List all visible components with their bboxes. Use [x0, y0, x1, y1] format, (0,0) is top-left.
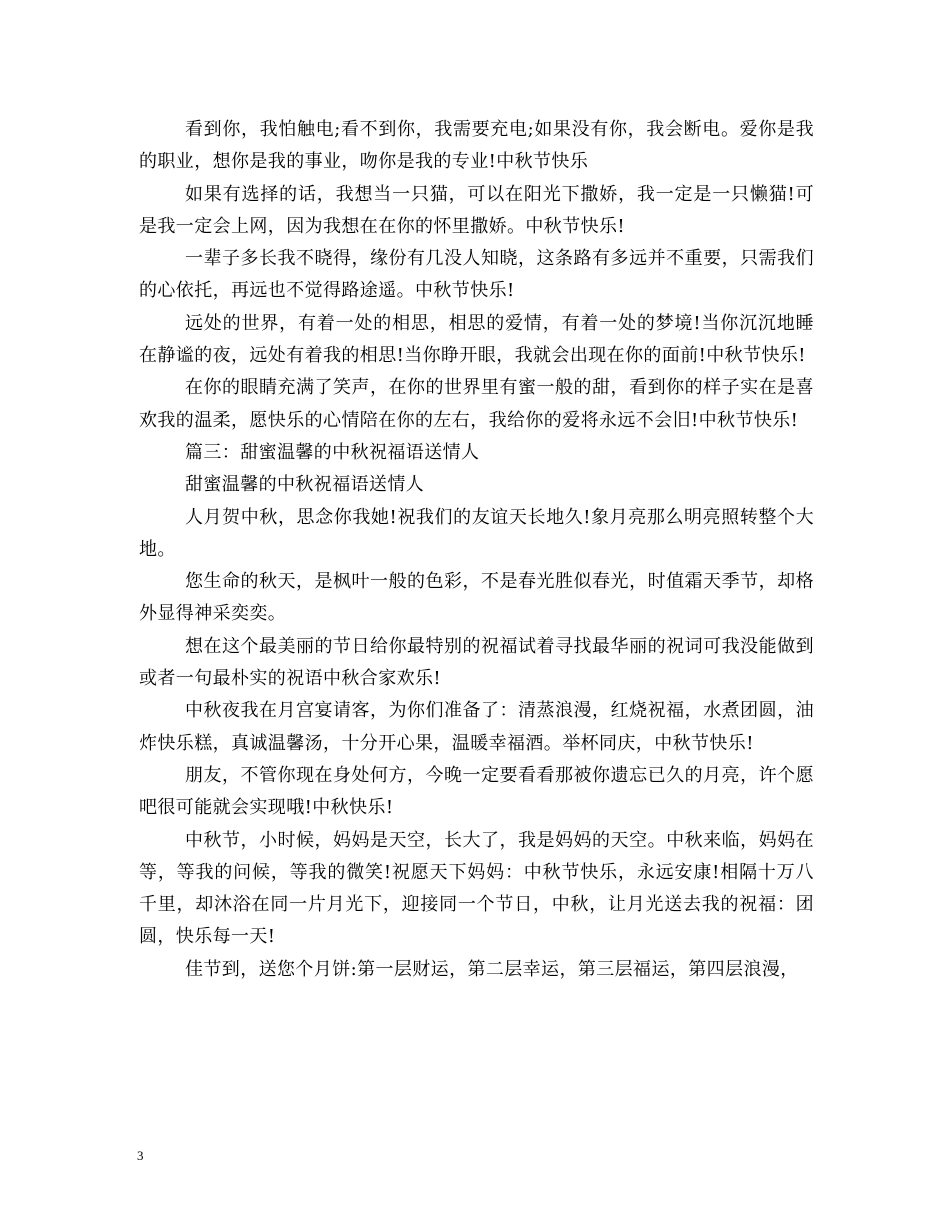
paragraph: 您生命的秋天，是枫叶一般的色彩，不是春光胜似春光，时值霜天季节，却格外显得神采奕奕。: [139, 571, 814, 625]
paragraph: 佳节到，送您个月饼:第一层财运，第二层幸运，第三层福运，第四层浪漫，: [185, 958, 799, 980]
section-heading: 篇三：甜蜜温馨的中秋祝福语送情人: [185, 441, 480, 463]
document-body: [139, 114, 814, 986]
paragraph: 在你的眼睛充满了笑声，在你的世界里有蜜一般的甜，看到你的样子实在是喜欢我的温柔，愿快乐的心情陪在你的左右，我给你的爱将永远不会旧!中秋节快乐!: [139, 377, 814, 431]
paragraph: 想在这个最美丽的节日给你最特别的祝福试着寻找最华丽的祝词可我没能做到或者一句最朴实的祝语中秋合家欢乐!: [139, 635, 814, 690]
paragraph: 看到你，我怕触电;看不到你，我需要充电;如果没有你，我会断电。爱你是我的职业，想你是我的事业，吻你是我的专业!中秋节快乐: [139, 119, 814, 173]
paragraph: 中秋夜我在月宫宴请客，为你们准备了：清蒸浪漫，红烧祝福，水煮团圆，油炸快乐糕，真诚温馨汤，十分开心果，温暖幸福酒。举杯同庆，中秋节快乐!: [139, 700, 814, 754]
paragraph: 一辈子多长我不晓得，缘份有几没人知晓，这条路有多远并不重要，只需我们的心依托，再远也不觉得路途遥。中秋节快乐!: [139, 248, 814, 302]
paragraph: 朋友，不管你现在身处何方，今晚一定要看看那被你遗忘已久的月亮，许个愿吧很可能就会实现哦!中秋快乐!: [139, 764, 814, 819]
paragraph: 远处的世界，有着一处的相思，相思的爱情，有着一处的梦境!当你沉沉地睡在静谧的夜，远处有着我的相思!当你睁开眼，我就会出现在你的面前!中秋节快乐!: [139, 312, 814, 367]
page-number: 3: [137, 1148, 144, 1163]
paragraph: 人月贺中秋，思念你我她!祝我们的友谊天长地久!象月亮那么明亮照转整个大地。: [139, 506, 814, 560]
paragraph: 如果有选择的话，我想当一只猫，可以在阳光下撒娇，我一定是一只懒猫!可是我一定会上网，因为我想在在你的怀里撒娇。中秋节快乐!: [139, 183, 814, 237]
section-subtitle: 甜蜜温馨的中秋祝福语送情人: [185, 474, 425, 496]
paragraph: 中秋节，小时候，妈妈是天空，长大了，我是妈妈的天空。中秋来临，妈妈在等，等我的问候，等我的微笑!祝愿天下妈妈：中秋节快乐，永远安康!相隔十万八千里，却沐浴在同一片月光下，迎接同一个节日，中秋，让月光送去我的祝福：团圆，快乐每一天!: [139, 829, 814, 948]
